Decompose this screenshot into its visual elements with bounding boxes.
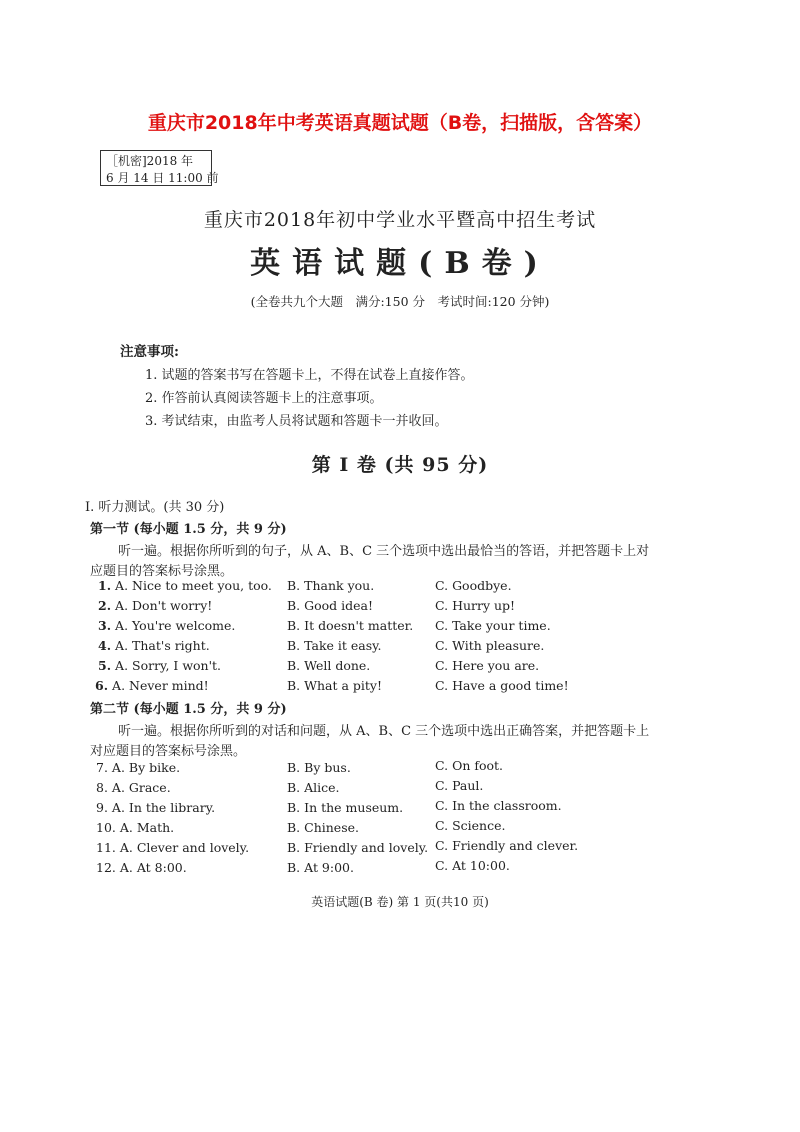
exam-title: 英语试题(B卷) xyxy=(250,246,550,281)
section1-instruction-cont: 应题目的答案标号涂黑。 xyxy=(90,564,234,579)
option-b: B. At 9:00. xyxy=(287,860,354,875)
option-b: B. Take it easy. xyxy=(287,638,382,653)
section1-instruction: 听一遍。根据你所听到的句子，从 A、B、C 三个选项中选出最恰当的答语，并把答题卡上对 xyxy=(118,544,650,559)
part-title: 第 I 卷 (共 95 分) xyxy=(311,454,489,476)
notice-item: 1. 试题的答案书写在答题卡上，不得在试卷上直接作答。 xyxy=(145,368,474,383)
option-b: B. Alice. xyxy=(287,780,340,795)
option-c: C. Science. xyxy=(435,818,506,833)
question-number: 11. xyxy=(96,840,116,855)
option-b: B. Well done. xyxy=(287,658,371,673)
question-row xyxy=(98,658,221,673)
option-c: C. Hurry up! xyxy=(435,598,516,613)
question-row xyxy=(96,760,180,775)
option-a: A. Clever and lovely. xyxy=(119,840,250,855)
section2-heading: 第二节 (每小题 1.5 分，共 9 分) xyxy=(90,702,287,717)
question-number: 3. xyxy=(98,618,112,633)
option-c: C. Friendly and clever. xyxy=(435,838,579,853)
question-number: 12. xyxy=(96,860,116,875)
question-row xyxy=(96,860,187,875)
option-c: C. Goodbye. xyxy=(435,578,512,593)
question-number: 1. xyxy=(98,578,112,593)
confidential-line-2: 6 月 14 日 11:00 前 xyxy=(106,171,219,185)
option-c: C. Here you are. xyxy=(435,658,540,673)
option-a: A. Math. xyxy=(119,820,175,835)
option-c: C. At 10:00. xyxy=(435,858,510,873)
option-b: B. In the museum. xyxy=(287,800,404,815)
option-c: C. Take your time. xyxy=(435,618,551,633)
notice-heading: 注意事项: xyxy=(120,344,179,360)
option-b: B. Thank you. xyxy=(287,578,375,593)
option-a: A. Don't worry! xyxy=(115,598,213,613)
option-c: C. Have a good time! xyxy=(435,678,569,693)
question-number: 7. xyxy=(96,760,108,775)
question-row xyxy=(98,638,210,653)
notice-item: 3. 考试结束，由监考人员将试题和答题卡一并收回。 xyxy=(145,414,448,429)
option-a: A. Grace. xyxy=(111,780,171,795)
option-b: B. What a pity! xyxy=(287,678,383,693)
question-row xyxy=(98,618,235,633)
option-b: B. It doesn't matter. xyxy=(287,618,414,633)
question-number: 2. xyxy=(98,598,112,613)
option-a: A. In the library. xyxy=(111,800,216,815)
question-row xyxy=(95,678,209,693)
option-c: C. With pleasure. xyxy=(435,638,545,653)
option-b: B. Chinese. xyxy=(287,820,359,835)
option-b: B. Friendly and lovely. xyxy=(287,840,429,855)
question-row xyxy=(96,840,249,855)
section1-heading: 第一节 (每小题 1.5 分，共 9 分) xyxy=(90,522,287,537)
option-a: A. Sorry, I won't. xyxy=(115,658,222,673)
exam-info: (全卷共九个大题 满分:150 分 考试时间:120 分钟) xyxy=(250,294,550,309)
document-source-title: 重庆市2018年中考英语真题试题（B卷，扫描版，含答案） xyxy=(147,112,653,134)
question-number: 9. xyxy=(96,800,108,815)
question-number: 5. xyxy=(98,658,112,673)
question-row xyxy=(96,820,174,835)
option-c: C. Paul. xyxy=(435,778,484,793)
confidential-line-1: ［机密]2018 年 xyxy=(106,154,194,168)
question-row xyxy=(96,780,171,795)
section2-instruction-cont: 对应题目的答案标号涂黑。 xyxy=(90,744,247,759)
question-number: 6. xyxy=(95,678,109,693)
option-a: A. You're welcome. xyxy=(115,618,236,633)
option-a: A. At 8:00. xyxy=(119,860,187,875)
question-row xyxy=(96,800,215,815)
option-a: A. Never mind! xyxy=(112,678,209,693)
option-b: B. By bus. xyxy=(287,760,351,775)
option-a: A. By bike. xyxy=(111,760,181,775)
section2-instruction: 听一遍。根据你所听到的对话和问题，从 A、B、C 三个选项中选出正确答案，并把答题卡上 xyxy=(118,724,650,739)
listening-title: I. 听力测试。(共 30 分) xyxy=(85,500,225,515)
question-number: 4. xyxy=(98,638,112,653)
option-c: C. On foot. xyxy=(435,758,504,773)
option-b: B. Good idea! xyxy=(287,598,374,613)
option-a: A. Nice to meet you, too. xyxy=(115,578,272,593)
option-a: A. That's right. xyxy=(115,638,210,653)
question-number: 8. xyxy=(96,780,108,795)
question-row xyxy=(98,578,272,593)
question-number: 10. xyxy=(96,820,116,835)
option-c: C. In the classroom. xyxy=(435,798,562,813)
question-row xyxy=(98,598,212,613)
notice-item: 2. 作答前认真阅读答题卡上的注意事项。 xyxy=(145,391,383,406)
confidential-stamp xyxy=(100,150,219,186)
page-footer: 英语试题(B 卷) 第 1 页(共10 页) xyxy=(311,895,489,909)
exam-name: 重庆市2018年初中学业水平暨高中招生考试 xyxy=(203,209,597,231)
